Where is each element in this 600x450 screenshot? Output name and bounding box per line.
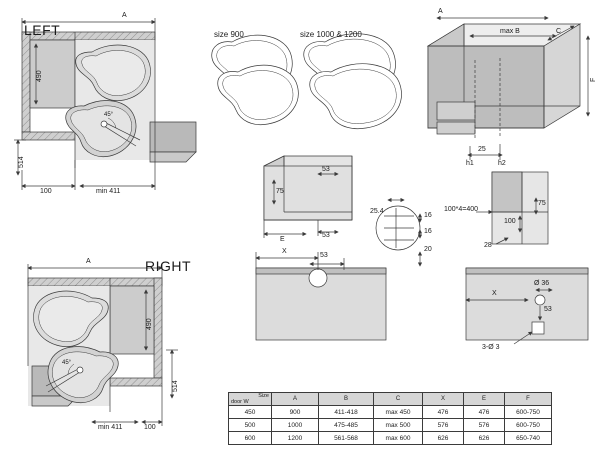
right-angle: 45° [62, 360, 72, 366]
table-header-e: E [464, 393, 505, 406]
detail-dim-16-top: 16 [424, 212, 432, 219]
cell-f: 600-750 [505, 419, 552, 432]
iso-dim-b: max B [500, 28, 520, 35]
front-dim-75: 75 [276, 188, 284, 195]
table-header-f: F [505, 393, 552, 406]
left-dim-100: 100 [40, 188, 52, 195]
side-dim-28: 28 [484, 242, 492, 249]
right-dim-a: A [86, 258, 91, 265]
detail-dim-254: 25.4 [370, 208, 384, 215]
cell-f: 650-740 [505, 432, 552, 445]
right-dim-min411: min 411 [98, 424, 123, 431]
table-corner-header [229, 393, 272, 406]
side-dim-100: 100 [504, 218, 516, 225]
cell-door-w: 600 [229, 432, 272, 445]
iso-dim-h2: h2 [498, 160, 506, 167]
cell-a: 900 [272, 406, 319, 419]
cell-e: 576 [464, 419, 505, 432]
table-header-b: B [319, 393, 374, 406]
base-dim-d36: Ø 36 [534, 280, 550, 287]
cell-c: max 600 [374, 432, 423, 445]
cell-b: 475-485 [319, 419, 374, 432]
table-row [229, 406, 552, 419]
front-dim-53-top: 53 [322, 166, 330, 173]
iso-dim-c: C [556, 28, 562, 35]
cell-a: 1200 [272, 432, 319, 445]
tray-size-1000-1200-label: size 1000 & 1200 [300, 30, 362, 39]
tray-size-900-label: size 900 [214, 30, 244, 39]
table-corner-doorw-label: door W [231, 399, 249, 405]
cell-e: 476 [464, 406, 505, 419]
front-dim-53-bottom: 53 [322, 232, 330, 239]
side-dim-100x4: 100*4=400 [444, 206, 479, 213]
left-view-title: LEFT [24, 22, 61, 38]
table-row [229, 419, 552, 432]
front-dim-e: E [280, 236, 285, 243]
table-header-x: X [423, 393, 464, 406]
cell-a: 1000 [272, 419, 319, 432]
plan-dim-53: 53 [320, 252, 328, 259]
cell-f: 600-750 [505, 406, 552, 419]
base-dim-holes: 3-Ø 3 [482, 344, 500, 351]
left-angle: 45° [104, 112, 114, 118]
table-corner-size-label: Size [258, 393, 269, 399]
detail-dim-20: 20 [424, 246, 432, 253]
iso-dim-25: 25 [478, 146, 486, 153]
cell-e: 626 [464, 432, 505, 445]
iso-dim-a: A [438, 8, 443, 15]
left-dim-514: 514 [18, 156, 25, 168]
cell-b: 411-418 [319, 406, 374, 419]
right-dim-490: 490 [146, 318, 153, 330]
cell-x: 576 [423, 419, 464, 432]
cell-c: max 450 [374, 406, 423, 419]
cell-c: max 500 [374, 419, 423, 432]
iso-dim-h1: h1 [466, 160, 474, 167]
cell-x: 476 [423, 406, 464, 419]
left-dim-a: A [122, 12, 127, 19]
cell-door-w: 450 [229, 406, 272, 419]
base-dim-53: 53 [544, 306, 552, 313]
table-header-c: C [374, 393, 423, 406]
spec-table [228, 392, 552, 445]
right-view-title: RIGHT [145, 258, 192, 274]
cell-x: 626 [423, 432, 464, 445]
base-dim-x: X [492, 290, 497, 297]
right-dim-514: 514 [172, 380, 179, 392]
right-dim-100: 100 [144, 424, 156, 431]
cell-door-w: 500 [229, 419, 272, 432]
detail-dim-16-bottom: 16 [424, 228, 432, 235]
left-dim-490: 490 [36, 70, 43, 82]
table-header-row [229, 393, 552, 406]
table-row [229, 432, 552, 445]
iso-dim-f: F [590, 77, 597, 82]
cell-b: 561-568 [319, 432, 374, 445]
left-dim-min411: min 411 [96, 188, 121, 195]
plan-dim-x: X [282, 248, 287, 255]
table-header-a: A [272, 393, 319, 406]
side-dim-75: 75 [538, 200, 546, 207]
